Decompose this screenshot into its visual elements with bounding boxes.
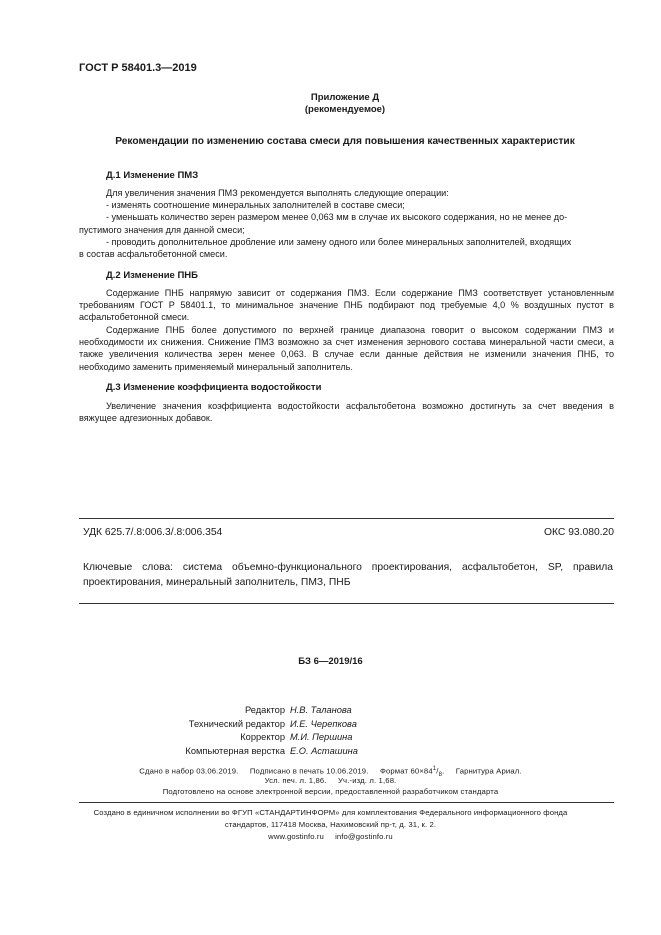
bottom-separator <box>79 603 614 604</box>
section-d1-line: в состав асфальтобетонной смеси. <box>79 249 228 260</box>
staff-role: Редактор <box>244 705 285 715</box>
staff-row <box>97 718 358 732</box>
format-denominator: 8 <box>438 772 443 779</box>
staff-list <box>97 704 358 758</box>
section-d1-line: Для увеличения значения ПМЗ рекомендуется выполнять следующие операции: <box>106 188 449 198</box>
section-d3-paragraph <box>79 400 614 424</box>
section-heading-d3: Д.3 Изменение коэффициента водостойкости <box>106 382 322 393</box>
format-numerator: 1 <box>432 766 437 772</box>
print-info-line-3: Подготовлено на основе электронной версии, предоставленной разработчиком стандарта <box>162 787 499 796</box>
staff-name: И.Е. Черепкова <box>290 718 357 729</box>
publisher-line-2: стандартов, 117418 Москва, Нахимовский пр-т, д. 31, к. 2. <box>224 820 437 829</box>
staff-row <box>97 745 358 759</box>
annex-title: Приложение Д <box>310 92 380 103</box>
print-info-line-1: Сдано в набор 03.06.2019. Подписано в печать 10.06.2019. Формат $60\times 84^1/_8$. Гарнитура Ариал. <box>139 766 522 779</box>
print-info-text: . Гарнитура Ариал. <box>442 766 522 776</box>
keywords: Ключевые слова: система объемно-функционального проектирования, асфальтобетон, SP, правила проектирования, минеральный заполнитель, ПМЗ, ПНБ <box>83 562 613 588</box>
section-heading-d1: Д.1 Изменение ПМЗ <box>106 170 199 181</box>
staff-row <box>97 731 358 745</box>
section-d1-line: пустимого значения для данной смеси; <box>79 224 245 235</box>
publisher-separator <box>79 802 614 803</box>
staff-name: Н.В. Таланова <box>290 705 352 715</box>
staff-row <box>97 704 358 718</box>
oks-code: ОКС 93.080.20 <box>544 527 614 538</box>
top-separator <box>79 518 614 519</box>
publisher-line-1: Создано в единичном исполнении во ФГУП «СТАНДАРТИНФОРМ» для комплектования Федерального информационного фонда <box>93 808 568 817</box>
staff-role: Корректор <box>240 732 285 743</box>
annex-subtitle: (рекомендуемое) <box>304 104 386 115</box>
section-d1-line: - изменять соотношение минеральных заполнителей в составе смеси; <box>106 200 405 211</box>
section-heading-d2: Д.2 Изменение ПНБ <box>106 270 198 281</box>
print-info-line-2: Усл. печ. л. 1,86. Уч.-изд. л. 1,68. <box>264 776 397 785</box>
section-d3-text: Увеличение значения коэффициента водостойкости асфальтобетона возможно достигнуть за счет введения в вяжущее адгезионных добавок. <box>79 401 614 424</box>
udc-code: УДК 625.7/.8:006.3/.8:006.354 <box>83 527 223 538</box>
section-d2-paragraph-1 <box>79 287 614 324</box>
staff-role: Технический редактор <box>188 718 285 729</box>
section-d1-line: - проводить дополнительное дробление или замену одного или более минеральных заполнителей, входящих <box>106 236 572 247</box>
section-d2-text-2: Содержание ПНБ более допустимого по верхней границе диапазона говорит о высоком содержании ПМЗ и необходимости их снижения. Снижение ПМЗ возможно за счет изменения зернового состава минеральной части смеси, а также увеличения количества зерен менее 0,063. В случае если данные действия не изменили значения ПНБ, то необходимо заменить применяемый минеральный заполнитель. <box>79 325 614 372</box>
section-d1-line: - уменьшать количество зерен размером менее 0,063 мм в случае их высокого содержания, но не менее до- <box>106 212 568 223</box>
staff-name: Е.О. Асташина <box>290 745 358 756</box>
staff-name: М.И. Першина <box>290 732 353 743</box>
annex-heading: Рекомендации по изменению состава смеси для повышения качественных характеристик <box>115 136 575 147</box>
publisher-links: www.gostinfo.ru info@gostinfo.ru <box>268 832 393 841</box>
section-d2-paragraph-2 <box>79 324 614 373</box>
document-code: ГОСТ Р 58401.3—2019 <box>79 62 197 74</box>
section-d2-text-1: Содержание ПНБ напрямую зависит от содержания ПМЗ. Если содержание ПМЗ соответствует установленным требованиям ГОСТ Р 58401.1, то минимальное значение ПНБ подбирают под требуемые 4,0 % воздушных пустот в асфальтобетонной смеси. <box>79 288 614 323</box>
section-d1-body <box>79 187 614 260</box>
bz-number: БЗ 6—2019/16 <box>298 656 363 667</box>
staff-role: Компьютерная верстка <box>185 745 285 756</box>
print-info-text: Сдано в набор 03.06.2019. Подписано в печать 10.06.2019. Формат 60×84 <box>139 766 433 776</box>
